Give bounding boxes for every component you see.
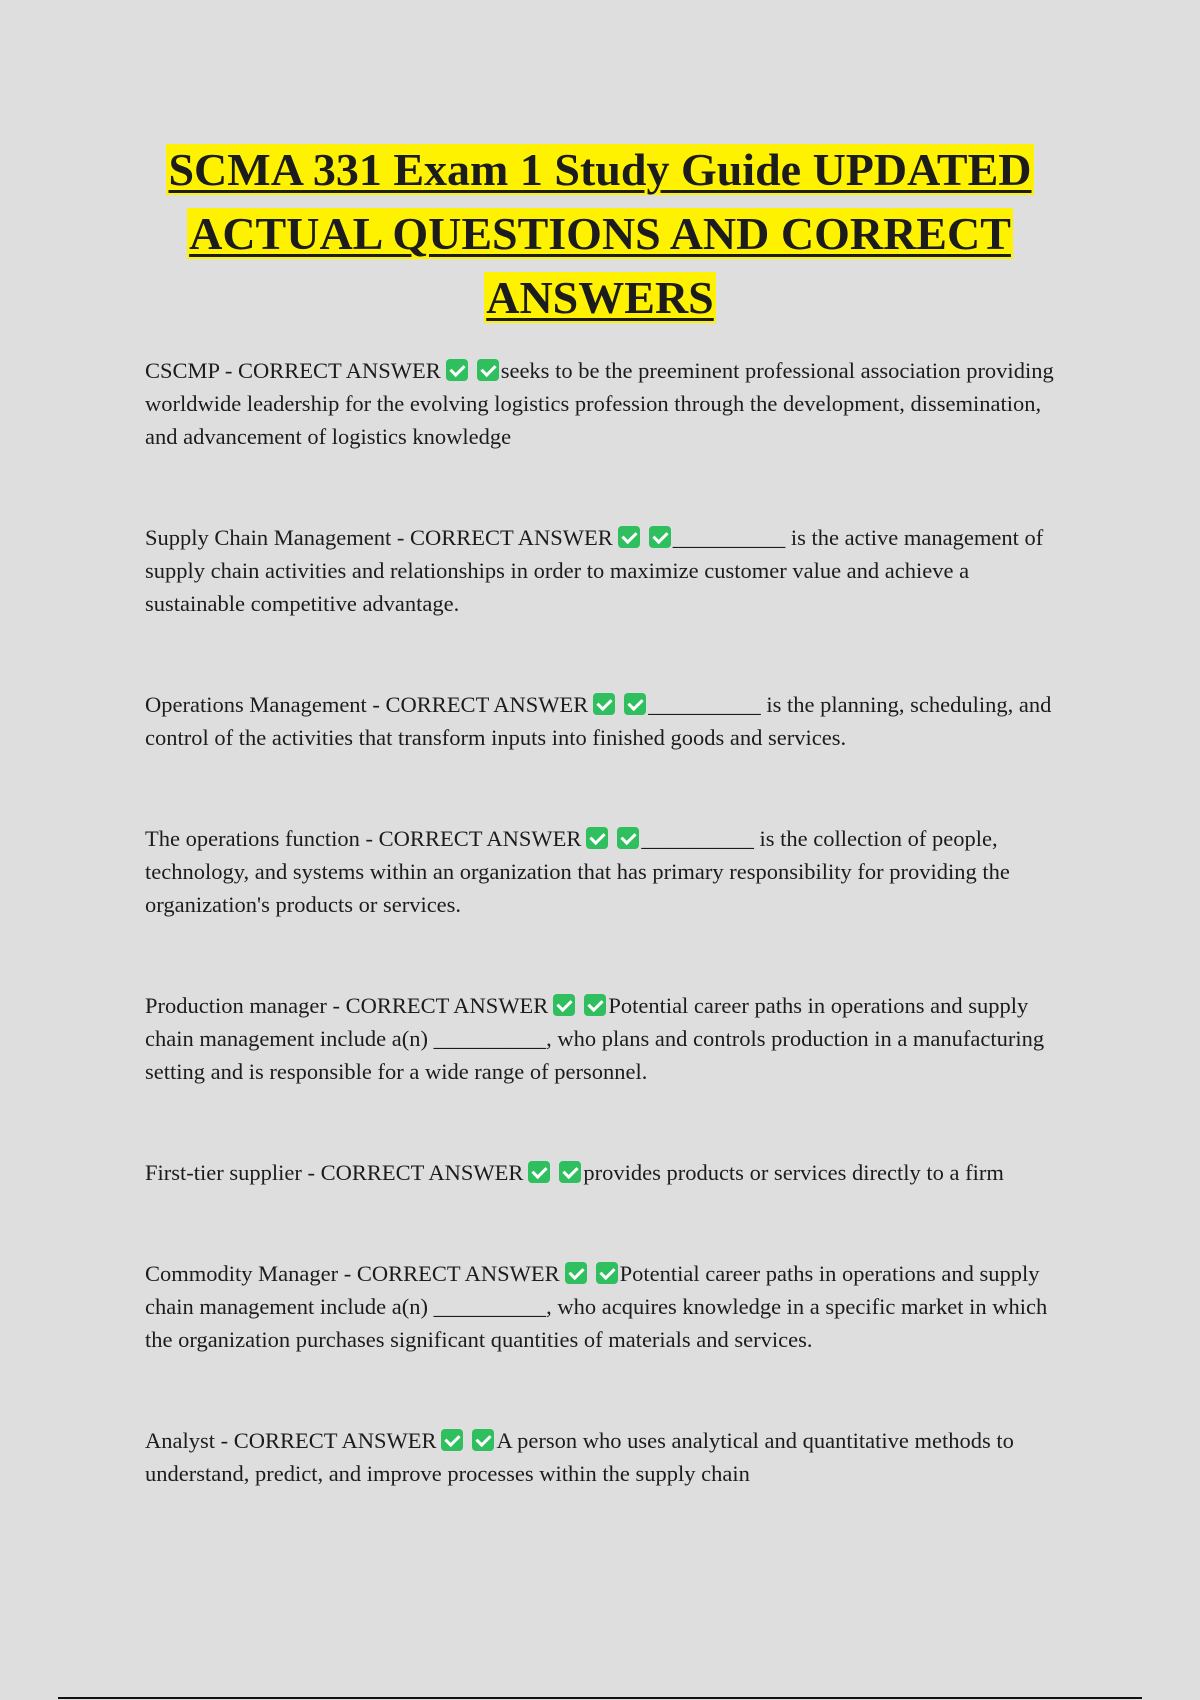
entry-term: CSCMP - CORRECT ANSWER	[145, 358, 441, 383]
qa-entry-production-manager	[145, 989, 1065, 1088]
document-title	[120, 138, 1080, 330]
entry-answer: A person who uses analytical and quantitative methods to understand, predict, and improve processes within the supply chain	[145, 1428, 1014, 1486]
check-icon	[586, 827, 608, 849]
title-line-1: SCMA 331 Exam 1 Study Guide UPDATED	[168, 144, 1032, 195]
entry-answer: Potential career paths in operations and supply chain management include a(n) __________, who acquires knowledge in a specific market in which the organization purchases significant quantities of materials and services.	[145, 1261, 1048, 1352]
entry-answer: seeks to be the preeminent professional association providing worldwide leadership for the evolving logistics profession through the development, dissemination, and advancement of logistics knowledge	[145, 358, 1054, 449]
check-icon	[472, 1429, 494, 1451]
title-line-2: ACTUAL QUESTIONS AND CORRECT	[189, 208, 1011, 259]
qa-entry-first-tier-supplier	[145, 1156, 1065, 1189]
check-icon	[584, 994, 606, 1016]
check-icon	[446, 359, 468, 381]
qa-entry-commodity-manager	[145, 1257, 1065, 1356]
check-icon	[553, 994, 575, 1016]
check-icon	[477, 359, 499, 381]
qa-entry-analyst	[145, 1424, 1065, 1490]
check-icon	[624, 693, 646, 715]
entry-answer: __________ is the planning, scheduling, and control of the activities that transform inputs into finished goods and services.	[145, 692, 1052, 750]
entry-term: Supply Chain Management - CORRECT ANSWER	[145, 525, 613, 550]
entry-term: Production manager - CORRECT ANSWER	[145, 993, 549, 1018]
check-icon	[528, 1161, 550, 1183]
qa-entry-operations-function	[145, 822, 1065, 921]
entry-answer: provides products or services directly to a firm	[583, 1160, 1004, 1185]
entry-term: The operations function - CORRECT ANSWER	[145, 826, 582, 851]
qa-entry-cscmp	[145, 354, 1065, 453]
entry-term: Operations Management - CORRECT ANSWER	[145, 692, 589, 717]
entry-answer: Potential career paths in operations and supply chain management include a(n) __________, who plans and controls production in a manufacturing setting and is responsible for a wide range of personnel.	[145, 993, 1045, 1084]
check-icon	[593, 693, 615, 715]
check-icon	[565, 1262, 587, 1284]
check-icon	[617, 827, 639, 849]
entry-term: Analyst - CORRECT ANSWER	[145, 1428, 437, 1453]
entry-answer: __________ is the active management of supply chain activities and relationships in order to maximize customer value and achieve a sustainable competitive advantage.	[145, 525, 1044, 616]
check-icon	[649, 526, 671, 548]
qa-entry-operations-management	[145, 688, 1065, 754]
entry-term: Commodity Manager - CORRECT ANSWER	[145, 1261, 560, 1286]
entry-term: First-tier supplier - CORRECT ANSWER	[145, 1160, 524, 1185]
check-icon	[441, 1429, 463, 1451]
qa-entry-supply-chain-management	[145, 521, 1065, 620]
footer-divider	[58, 1697, 1142, 1699]
check-icon	[596, 1262, 618, 1284]
qa-list	[145, 354, 1065, 1490]
title-line-3: ANSWERS	[486, 272, 714, 323]
entry-answer: __________ is the collection of people, technology, and systems within an organization that has primary responsibility for providing the organization's products or services.	[145, 826, 1010, 917]
check-icon	[559, 1161, 581, 1183]
check-icon	[618, 526, 640, 548]
